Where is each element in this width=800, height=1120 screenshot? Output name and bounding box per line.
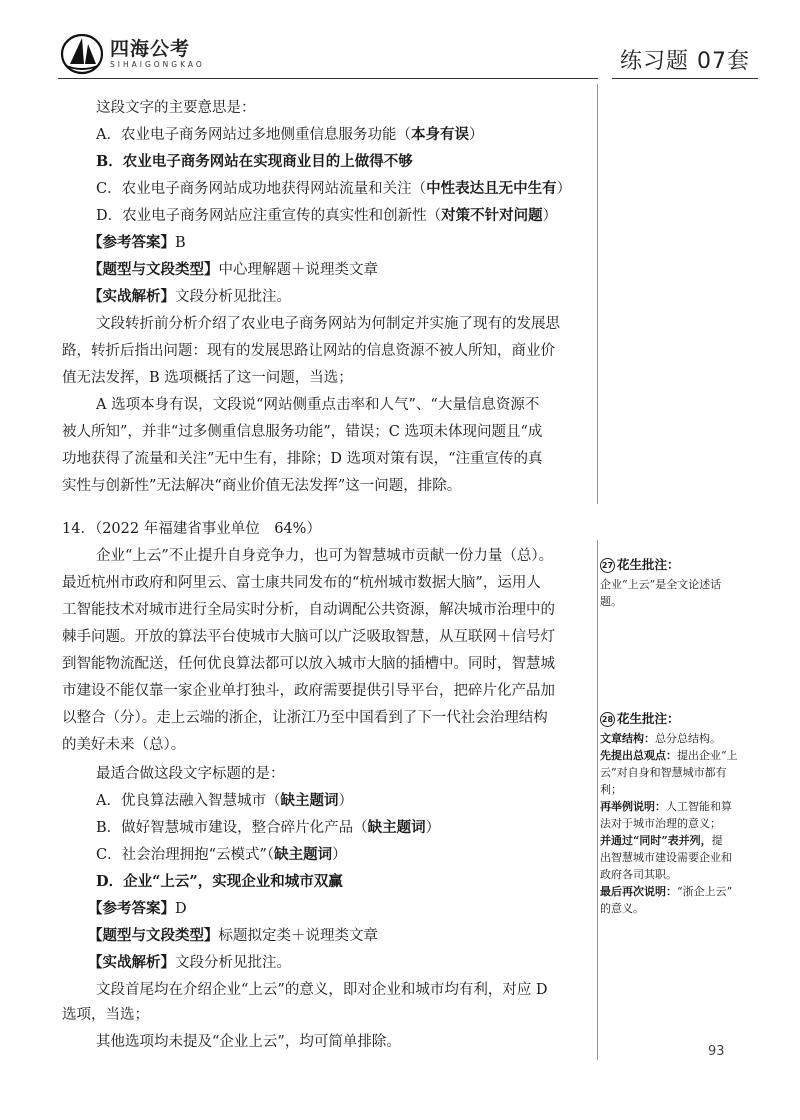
header-divider <box>58 78 598 79</box>
q14-answer: 【参考答案】D <box>88 900 187 917</box>
q13-option-b: B．农业电子商务网站在实现商业目的上做得不够 <box>96 153 413 170</box>
note28-line: 并通过“同时”表并列，提 <box>600 834 723 847</box>
note27-line: 题。 <box>600 595 622 608</box>
note28-line: 法对于城市治理的意义； <box>600 817 721 830</box>
q14-analysis: 【实战解析】文段分析见批注。 <box>88 954 291 971</box>
q13-option-c: C．农业电子商务网站成功地获得网站流量和关注（中性表达且无中生有） <box>96 180 572 197</box>
q14-explanation-line: 文段首尾均在介绍企业“上云”的意义，即对企业和城市均有利，对应 D <box>96 982 548 998</box>
q14-option-a: A．优良算法融入智慧城市（缺主题词） <box>96 792 353 809</box>
page-number: 93 <box>708 1044 725 1059</box>
q14-stem: 最适合做这段文字标题的是： <box>96 766 285 782</box>
note28-number-icon: 28 <box>600 712 615 727</box>
q13-explanation-line: 路，转折后指出问题：现有的发展思路让网站的信息资源不被人所知，商业价 <box>62 343 555 359</box>
set-label-divider <box>612 78 758 79</box>
q14-passage-line: 到智能物流配送，任何优良算法都可以放入城市大脑的插槽中。同时，智慧城 <box>62 656 555 672</box>
brand-name: 四海公考 <box>110 38 191 60</box>
q14-passage-line: 最近杭州市政府和阿里云、富士康共同发布的“杭州城市数据大脑”，运用人 <box>62 575 541 591</box>
note27-number-icon: 27 <box>600 558 615 573</box>
exercise-set-label: 练习题 07套 <box>620 49 750 74</box>
note28-line: 政府各司其职。 <box>600 868 677 881</box>
q13-stem: 这段文字的主要意思是： <box>96 100 256 116</box>
brand-pinyin: SIHAIGONGKAO <box>110 60 205 69</box>
q13-answer: 【参考答案】B <box>88 234 186 251</box>
q14-option-b: B．做好智慧城市建设，整合碎片化产品（缺主题词） <box>96 819 441 836</box>
q14-passage-line: 市建设不能仅靠一家企业单打独斗，政府需要提供引导平台，把碎片化产品加 <box>62 683 555 699</box>
note28-line: 文章结构：总分总结构。 <box>600 732 721 745</box>
note27-line: 企业“上云”是全文论述话 <box>600 578 722 591</box>
q13-option-d: D．农业电子商务网站应注重宣传的真实性和创新性（对策不针对问题） <box>96 207 558 224</box>
note28-line: 再举例说明：人工智能和算 <box>600 800 732 813</box>
q14-passage-line: 的美好未来（总）。 <box>62 737 186 753</box>
note28-line: 先提出总观点：提出企业“上 <box>600 749 738 762</box>
q14-passage-line: 工智能技术对城市进行全局实时分析，自动调配公共资源，解决城市治理中的 <box>62 602 555 618</box>
q13-explanation-line: 值无法发挥，B 选项概括了这一问题，当选； <box>62 370 353 386</box>
q14-passage-line: 企业“上云”不止提升自身竞争力，也可为智慧城市贡献一份力量（总）。 <box>96 548 554 564</box>
margin-divider <box>597 540 598 1060</box>
note28-line: 云”对自身和智慧城市都有 <box>600 766 727 779</box>
q13-option-a: A．农业电子商务网站过多地侧重信息服务功能（本身有误） <box>96 126 484 143</box>
q13-explanation-line: 被人所知”，并非“过多侧重信息服务功能”，错误；C 选项未体现问题且“成 <box>62 424 543 440</box>
q14-option-d: D．企业“上云”，实现企业和城市双赢 <box>96 873 343 890</box>
margin-divider <box>597 84 598 504</box>
note28-line: 的意义。 <box>600 902 644 915</box>
q13-explanation-line: 实性与创新性”无法解决“商业价值无法发挥”这一问题，排除。 <box>62 478 462 494</box>
note28-line: 出智慧城市建设需要企业和 <box>600 851 732 864</box>
q13-explanation-line: 文段转折前分析介绍了农业电子商务网站为何制定并实施了现有的发展思 <box>96 316 560 332</box>
q13-explanation-line: A 选项本身有误，文段说“网站侧重点击率和人气”、“大量信息资源不 <box>96 397 540 413</box>
q14-explanation-line: 其他选项均未提及“企业上云”，均可简单排除。 <box>96 1034 401 1050</box>
q13-type: 【题型与文段类型】中心理解题＋说理类文章 <box>88 261 378 278</box>
note27-title: 27 花生批注： <box>601 557 680 572</box>
note28-title: 28 花生批注： <box>601 711 680 726</box>
q14-option-c: C．社会治理拥抱“云模式”（缺主题词） <box>96 846 347 863</box>
q14-explanation-line: 选项，当选； <box>62 1007 149 1023</box>
note28-line: 利； <box>600 783 622 796</box>
q14-passage-line: 棘手问题。开放的算法平台使城市大脑可以广泛吸取智慧，从互联网＋信号灯 <box>62 629 555 645</box>
q14-type: 【题型与文段类型】标题拟定类＋说理类文章 <box>88 927 378 944</box>
q14-heading: 14．（2022 年福建省事业单位 64%） <box>62 521 321 537</box>
q14-passage-line: 以整合（分）。走上云端的浙企，让浙江乃至中国看到了下一代社会治理结构 <box>62 710 548 726</box>
q13-analysis: 【实战解析】文段分析见批注。 <box>88 288 291 305</box>
note28-line: 最后再次说明：“浙企上云” <box>600 885 733 898</box>
q13-explanation-line: 功地获得了流量和关注”无中生有，排除；D 选项对策有误，“注重宣传的真 <box>62 451 543 467</box>
